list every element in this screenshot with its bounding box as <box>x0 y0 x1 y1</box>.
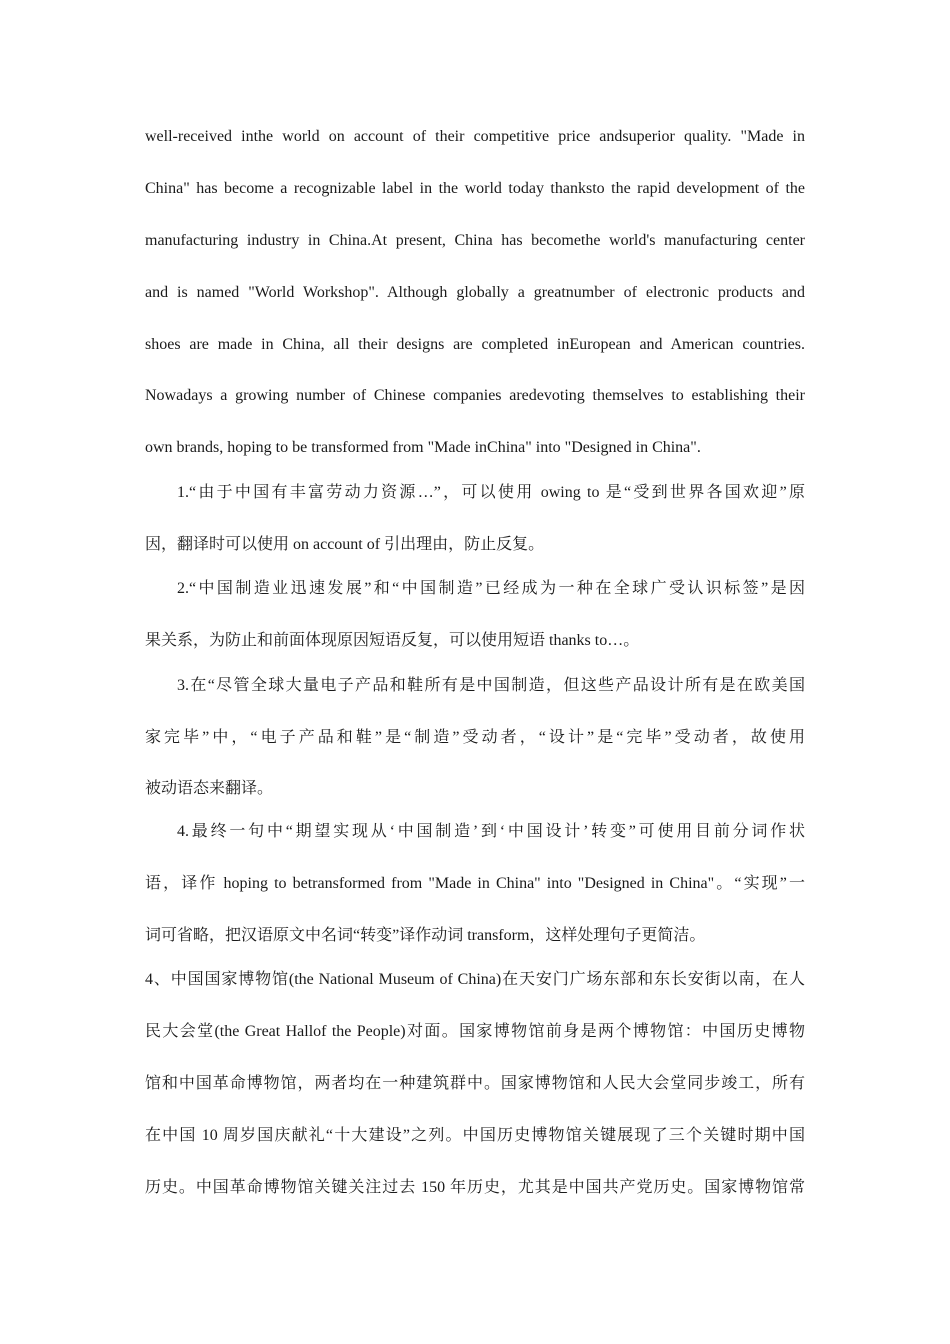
text-line: own brands, hoping to be transformed from "Made inChina" into "Designed in China". <box>145 439 701 456</box>
section-line: 历史。中国革命博物馆关键关注过去 150 年历史，尤其是中国共产党历史。国家博物馆常 <box>145 1179 805 1196</box>
note-line: 因，翻译时可以使用 on account of 引出理由，防止反复。 <box>145 536 545 553</box>
note-line: 3.在“尽管全球大量电子产品和鞋所有是中国制造，但这些产品设计所有是在欧美国 <box>177 677 805 694</box>
note-line: 2.“中国制造业迅速发展”和“中国制造”已经成为一种在全球广受认识标签”是因 <box>177 580 805 597</box>
section-line: 在中国 10 周岁国庆献礼“十大建设”之列。中国历史博物馆关键展现了三个关键时期中国 <box>145 1127 805 1144</box>
note-line: 语，译作 hoping to betransformed from "Made in China" into "Designed in China"。“实现”一 <box>145 875 805 892</box>
note-line: 4.最终一句中“期望实现从‘中国制造’到‘中国设计’转变”可使用目前分词作状 <box>177 823 805 840</box>
text-line: manufacturing industry in China.At present, China has becomethe world's manufacturing center <box>145 232 805 249</box>
text-line: China" has become a recognizable label in the world today thanksto the rapid development of the <box>145 180 805 197</box>
text-line: shoes are made in China, all their designs are completed inEuropean and American countries. <box>145 336 805 353</box>
text-line: Nowadays a growing number of Chinese companies aredevoting themselves to establishing their <box>145 387 805 404</box>
text-line: well-received inthe world on account of their competitive price andsuperior quality. "Made in <box>145 128 805 145</box>
note-line: 果关系，为防止和前面体现原因短语反复，可以使用短语 thanks to…。 <box>145 632 640 649</box>
text-line: and is named "World Workshop". Although globally a greatnumber of electronic products and <box>145 284 805 301</box>
section-line: 馆和中国革命博物馆，两者均在一种建筑群中。国家博物馆和人民大会堂同步竣工，所有 <box>145 1075 805 1092</box>
section-line: 民大会堂(the Great Hallof the People)对面。国家博物馆前身是两个博物馆：中国历史博物 <box>145 1023 805 1040</box>
section-line: 4、中国国家博物馆(the National Museum of China)在天安门广场东部和东长安街以南，在人 <box>145 971 805 988</box>
note-line: 被动语态来翻译。 <box>145 780 274 797</box>
note-line: 家完毕”中，“电子产品和鞋”是“制造”受动者，“设计”是“完毕”受动者，故使用 <box>145 729 805 746</box>
note-line: 词可省略，把汉语原文中名词“转变”译作动词 transform，这样处理句子更简洁。 <box>145 927 706 944</box>
note-line: 1.“由于中国有丰富劳动力资源…”，可以使用 owing to 是“受到世界各国欢迎”原 <box>177 484 805 501</box>
